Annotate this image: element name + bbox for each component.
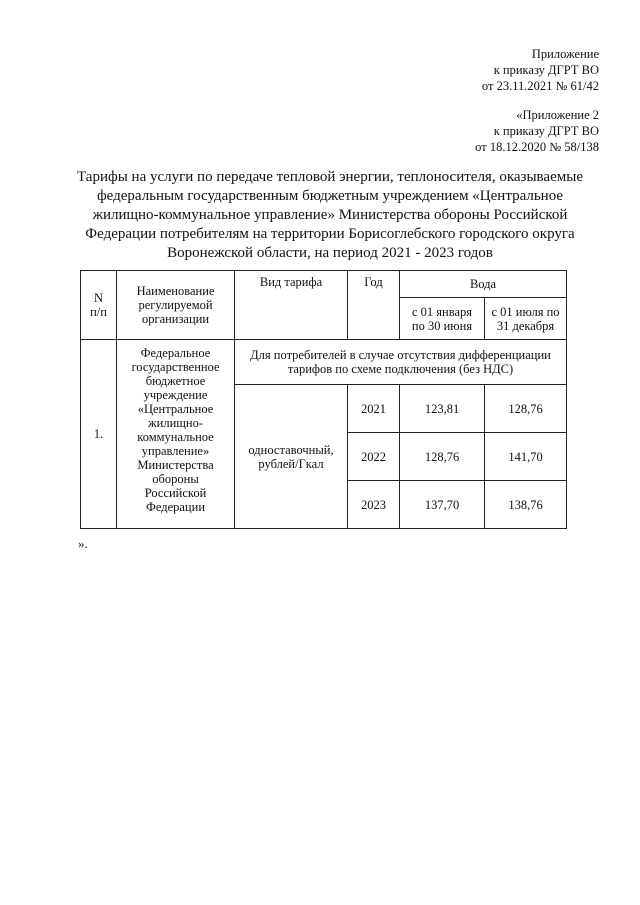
appendix-line: к приказу ДГРТ ВО	[493, 63, 599, 77]
title-line: Федерации потребителям на территории Борисоглебского городского округа	[85, 226, 575, 242]
appendix-header-original	[475, 107, 599, 155]
header-year: Год	[348, 271, 400, 340]
appendix-line: от 23.11.2021 № 61/42	[481, 79, 599, 93]
appendix-line: от 18.12.2020 № 58/138	[475, 140, 599, 154]
header-period-second-half: с 01 июля по 31 декабря	[485, 298, 567, 340]
header-organization: Наименование регулируемой организации	[117, 271, 235, 340]
appendix-line: «Приложение 2	[516, 108, 599, 122]
header-period-first-half: с 01 января по 30 июня	[400, 298, 485, 340]
document-title	[60, 168, 600, 263]
row-tariff-type: одноставочный, рублей/Гкал	[235, 385, 348, 529]
title-line: федеральным государственным бюджетным учреждением «Центральное	[96, 188, 564, 204]
table-row	[81, 340, 567, 385]
tariff-value-second-half: 128,76	[485, 385, 567, 433]
tariff-table	[80, 270, 567, 529]
row-note: Для потребителей в случае отсутствия дифференциации тарифов по схеме подключения (без НДС)	[235, 340, 567, 385]
row-num: 1.	[81, 340, 117, 529]
appendix-line: Приложение	[531, 47, 599, 61]
header-tariff-type: Вид тарифа	[235, 271, 348, 340]
title-line: жилищно-коммунальное управление» Министерства обороны Российской	[92, 207, 568, 223]
appendix-line: к приказу ДГРТ ВО	[493, 124, 599, 138]
tariff-value-first-half: 137,70	[400, 481, 485, 529]
table-header-row	[81, 271, 567, 298]
title-line: Воронежской области, на период 2021 - 2023 годов	[167, 245, 493, 261]
year-cell: 2022	[348, 433, 400, 481]
closing-quote: ».	[78, 536, 88, 551]
tariff-value-second-half: 138,76	[485, 481, 567, 529]
year-cell: 2021	[348, 385, 400, 433]
header-water: Вода	[400, 271, 567, 298]
header-num: N п/п	[81, 271, 117, 340]
year-cell: 2023	[348, 481, 400, 529]
appendix-header-current	[482, 46, 599, 94]
tariff-value-first-half: 128,76	[400, 433, 485, 481]
tariff-value-first-half: 123,81	[400, 385, 485, 433]
title-line: Тарифы на услуги по передаче тепловой энергии, теплоносителя, оказываемые	[77, 169, 583, 185]
tariff-value-second-half: 141,70	[485, 433, 567, 481]
row-organization: Федеральное государственное бюджетное учреждение «Центральное жилищно- коммунальное управление» Министерства обороны Российской Федерации	[117, 340, 235, 529]
